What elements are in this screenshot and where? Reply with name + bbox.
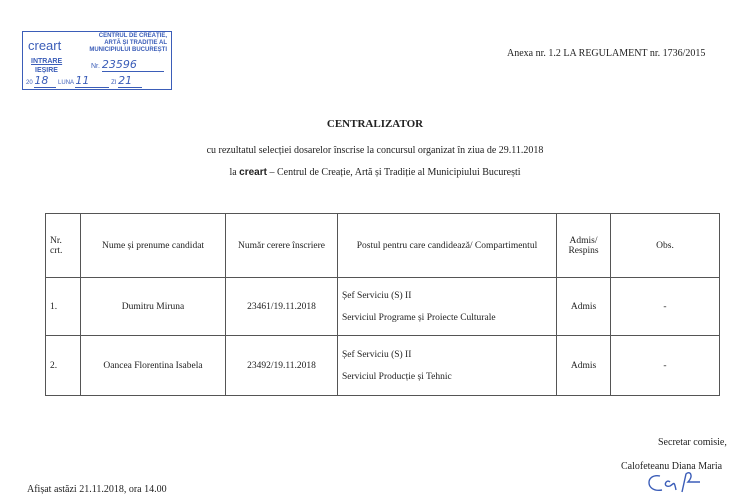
- secretary-label: Secretar comisie,: [658, 437, 727, 448]
- row-cerere: 23461/19.11.2018: [226, 278, 338, 336]
- signature-icon: [640, 468, 710, 498]
- row-obs: -: [611, 336, 720, 396]
- posted-date: Afișat astăzi 21.11.2018, ora 14.00: [27, 484, 167, 495]
- row-post: [338, 278, 557, 336]
- luna-label: LUNA: [58, 80, 74, 86]
- row-nr: 2.: [46, 336, 81, 396]
- stamp-date: [26, 74, 142, 88]
- row-status: Admis: [557, 278, 611, 336]
- nr-label: Nr.: [91, 63, 100, 70]
- table-row: [46, 336, 720, 396]
- subtitle-institution: – Centrul de Creație, Artă și Tradiție al Municipiului București: [269, 167, 521, 178]
- header-post: Postul pentru care candidează/ Compartimentul: [338, 214, 557, 278]
- subtitle-line-1: cu rezultatul selecției dosarelor înscrise la concursul organizat în ziua de 29.11.2018: [206, 145, 544, 156]
- nr-value: 23596: [102, 58, 164, 72]
- document-title: CENTRALIZATOR: [326, 118, 424, 130]
- creart-logo: creart: [239, 167, 267, 178]
- post-title: Șef Serviciu (S) II: [342, 290, 412, 301]
- row-obs: -: [611, 278, 720, 336]
- post-department: Serviciul Producție și Tehnic: [342, 371, 452, 382]
- zi-label: ZI: [111, 80, 117, 86]
- header-obs: Obs.: [611, 214, 720, 278]
- registration-stamp: [22, 31, 172, 90]
- row-name: Dumitru Miruna: [81, 278, 226, 336]
- row-nr: 1.: [46, 278, 81, 336]
- stamp-intrare: INTRARE: [31, 58, 63, 65]
- secretary-name: Calofeteanu Diana Maria: [621, 461, 723, 472]
- results-table: [45, 213, 720, 396]
- table-row: [46, 278, 720, 336]
- year-value: 18: [34, 74, 56, 88]
- post-department: Serviciul Programe și Proiecte Culturale: [342, 312, 496, 323]
- row-cerere: 23492/19.11.2018: [226, 336, 338, 396]
- subtitle-prefix: la: [229, 167, 237, 178]
- stamp-number: [91, 58, 164, 72]
- row-name: Oancea Florentina Isabela: [81, 336, 226, 396]
- subtitle-line-2: [0, 167, 750, 178]
- stamp-iesire: IEȘIRE: [35, 67, 58, 74]
- header-cerere: Număr cerere înscriere: [226, 214, 338, 278]
- luna-value: 11: [75, 74, 109, 88]
- header-name: Nume și prenume candidat: [81, 214, 226, 278]
- stamp-logo: creart: [28, 38, 62, 53]
- stamp-institution: CENTRUL DE CREAȚIE, ARTĂ ȘI TRADIȚIE AL MUNICIPIULUI BUCUREȘTI: [89, 33, 167, 53]
- header-status: Admis/ Respins: [557, 214, 611, 278]
- zi-value: 21: [118, 74, 142, 88]
- header-nr: Nr. crt.: [46, 214, 81, 278]
- row-post: [338, 336, 557, 396]
- annex-reference: Anexa nr. 1.2 LA REGULAMENT nr. 1736/2015: [507, 48, 706, 59]
- post-title: Șef Serviciu (S) II: [342, 349, 412, 360]
- table-header-row: [46, 214, 720, 278]
- year-prefix: 20: [26, 80, 33, 86]
- row-status: Admis: [557, 336, 611, 396]
